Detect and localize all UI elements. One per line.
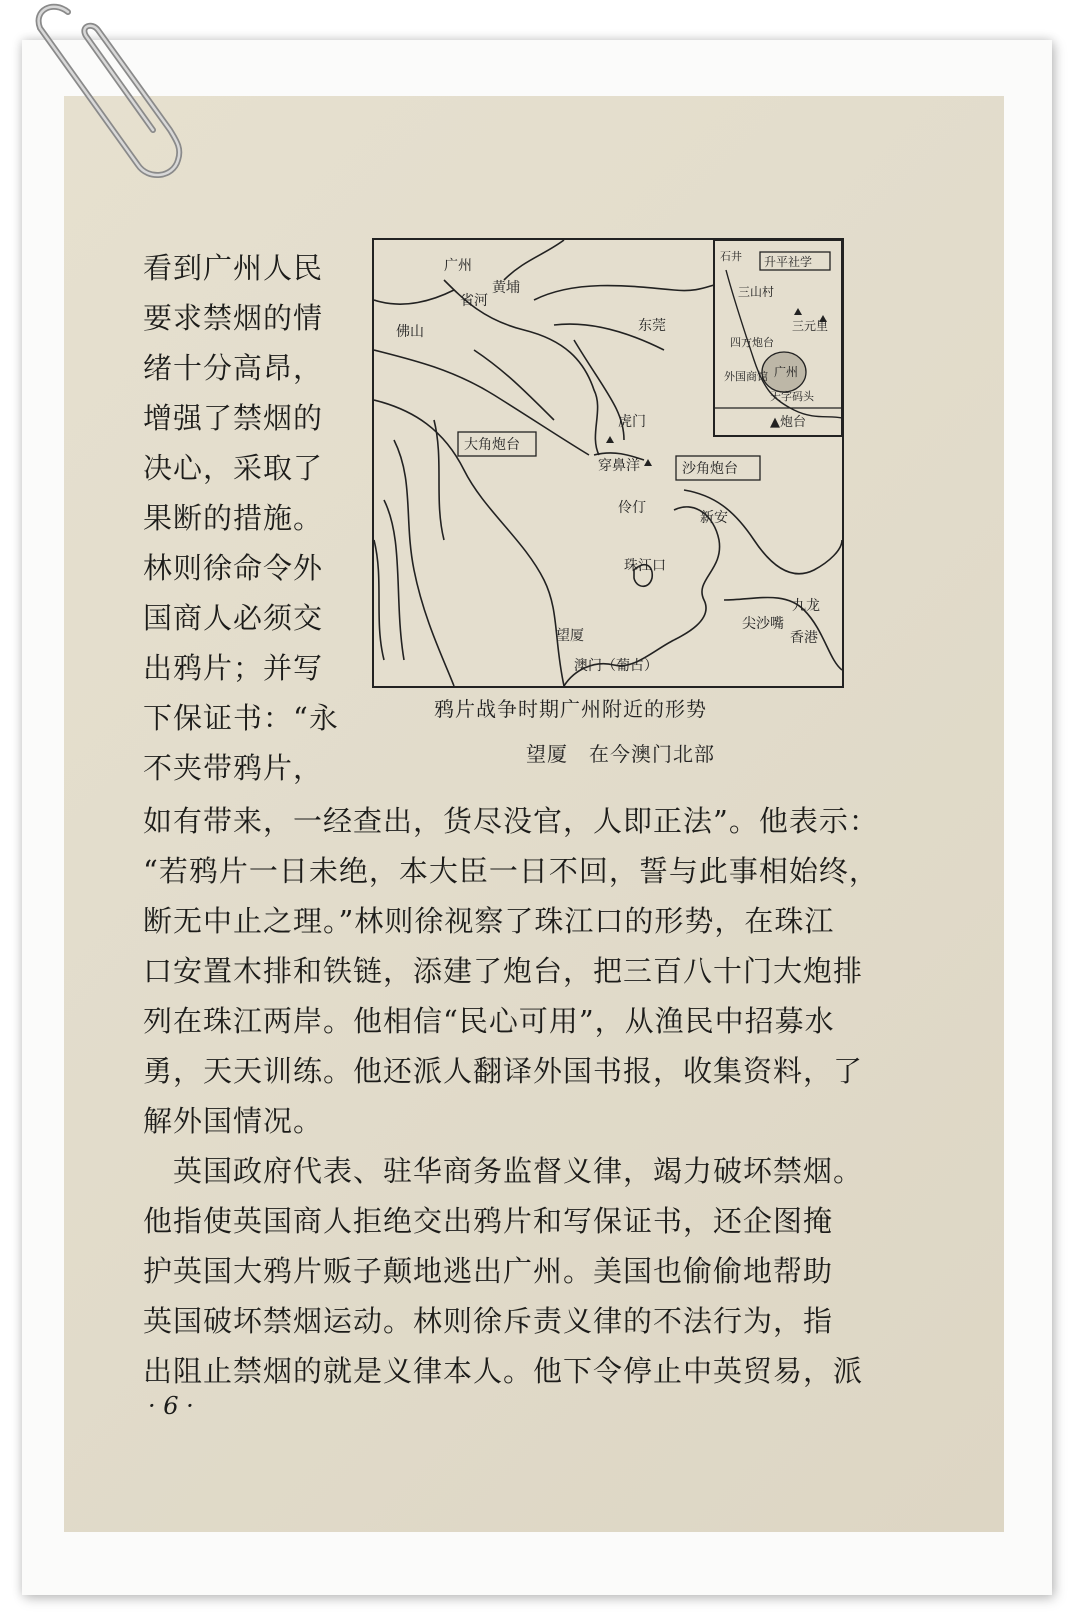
inset-label-sanshan: 三山村 — [738, 285, 775, 299]
body-text-line: 解外国情况。 — [143, 1104, 324, 1138]
map-label-xianggang: 香港 — [790, 630, 818, 646]
body-text-line: 英国政府代表、驻华商务监督义律，竭力破坏禁烟。 — [143, 1154, 864, 1188]
inset-label-shequ: 升平社学 — [764, 255, 813, 269]
map-svg — [374, 240, 842, 686]
map-label-huangpu: 黄埔 — [492, 280, 520, 296]
side-text-line: 果断的措施。 — [143, 501, 324, 535]
side-text-column — [143, 243, 341, 793]
body-text-line: “若鸦片一日未绝，本大臣一日不回，誓与此事相始终， — [143, 854, 879, 888]
side-text-line: 出鸦片；并写 — [143, 651, 324, 685]
inset-label-foreign: 外国商馆 — [724, 370, 768, 383]
map-label-dongguan: 东莞 — [638, 318, 666, 334]
map-label-dajiao: 大角炮台 — [464, 437, 520, 453]
side-text-line: 林则徐命令外 — [143, 551, 324, 585]
body-text-line: 如有带来，一经查出，货尽没官，人即正法”。他表示： — [143, 804, 879, 838]
side-text-line: 增强了禁烟的 — [143, 401, 324, 435]
body-text-line: 出阻止禁烟的就是义律本人。他下令停止中英贸易，派 — [143, 1354, 864, 1388]
paperclip-icon — [28, 0, 198, 200]
map-label-xinan: 新安 — [700, 510, 728, 526]
page-number: · 6 · — [148, 1392, 194, 1420]
side-text-line: 国商人必须交 — [143, 601, 324, 635]
map-caption: 鸦片战争时期广州附近的形势 — [434, 697, 707, 721]
body-text-line: 他指使英国商人拒绝交出鸦片和写保证书，还企图掩 — [143, 1204, 834, 1238]
inset-label-sanyuanli: 三元里 — [792, 319, 829, 333]
map-figure — [372, 238, 844, 688]
body-text-line: 列在珠江两岸。他相信“民心可用”，从渔民中招募水 — [143, 1004, 835, 1038]
map-label-jianshazui: 尖沙嘴 — [742, 616, 784, 632]
side-text-line: 不夹带鸦片， — [143, 751, 324, 785]
inset-legend: ▲炮台 — [770, 415, 806, 430]
inset-label-sifang: 四方炮台 — [730, 336, 774, 349]
side-text-line: 看到广州人民 — [143, 251, 324, 285]
map-label-guangzhou: 广州 — [444, 258, 472, 274]
map-label-aomen: 澳门（葡占） — [574, 658, 658, 674]
body-text-line: 口安置木排和铁链，添建了炮台，把三百八十门大炮排 — [143, 954, 864, 988]
map-label-chuanbi: 穿鼻洋 — [598, 458, 640, 474]
side-text-line: 下保证书：“永 — [143, 701, 339, 735]
body-text-line: 断无中止之理。”林则徐视察了珠江口的形势，在珠江 — [143, 904, 835, 938]
inset-label-guangzhou: 广州 — [774, 365, 799, 379]
map-label-foshan: 佛山 — [396, 324, 424, 340]
inset-label-shijing: 石井 — [720, 250, 742, 263]
body-text-line: 英国破坏禁烟运动。林则徐斥责义律的不法行为，指 — [143, 1304, 834, 1338]
inset-label-tianzi: 天字码头 — [770, 390, 814, 403]
map-label-wangxia: 望厦 — [556, 628, 584, 644]
body-text-line: 护英国大鸦片贩子颠地逃出广州。美国也偷偷地帮助 — [143, 1254, 834, 1288]
map-label-jiulong: 九龙 — [792, 598, 820, 614]
map-note: 望厦 在今澳门北部 — [526, 742, 715, 766]
map-label-shajiao: 沙角炮台 — [682, 461, 738, 477]
side-text-line: 要求禁烟的情 — [143, 301, 324, 335]
book-page — [64, 96, 1004, 1532]
map-label-humen: 虎门 — [618, 414, 646, 430]
body-text-line: 勇，天天训练。他还派人翻译外国书报，收集资料，了 — [143, 1054, 864, 1088]
map-label-shenghe: 省河 — [460, 293, 488, 309]
map-label-lingding: 伶仃 — [618, 500, 646, 516]
side-text-line: 决心，采取了 — [143, 451, 324, 485]
body-text — [143, 796, 933, 1396]
map-label-zhujiang: 珠江口 — [624, 558, 666, 574]
side-text-line: 绪十分高昂， — [143, 351, 324, 385]
